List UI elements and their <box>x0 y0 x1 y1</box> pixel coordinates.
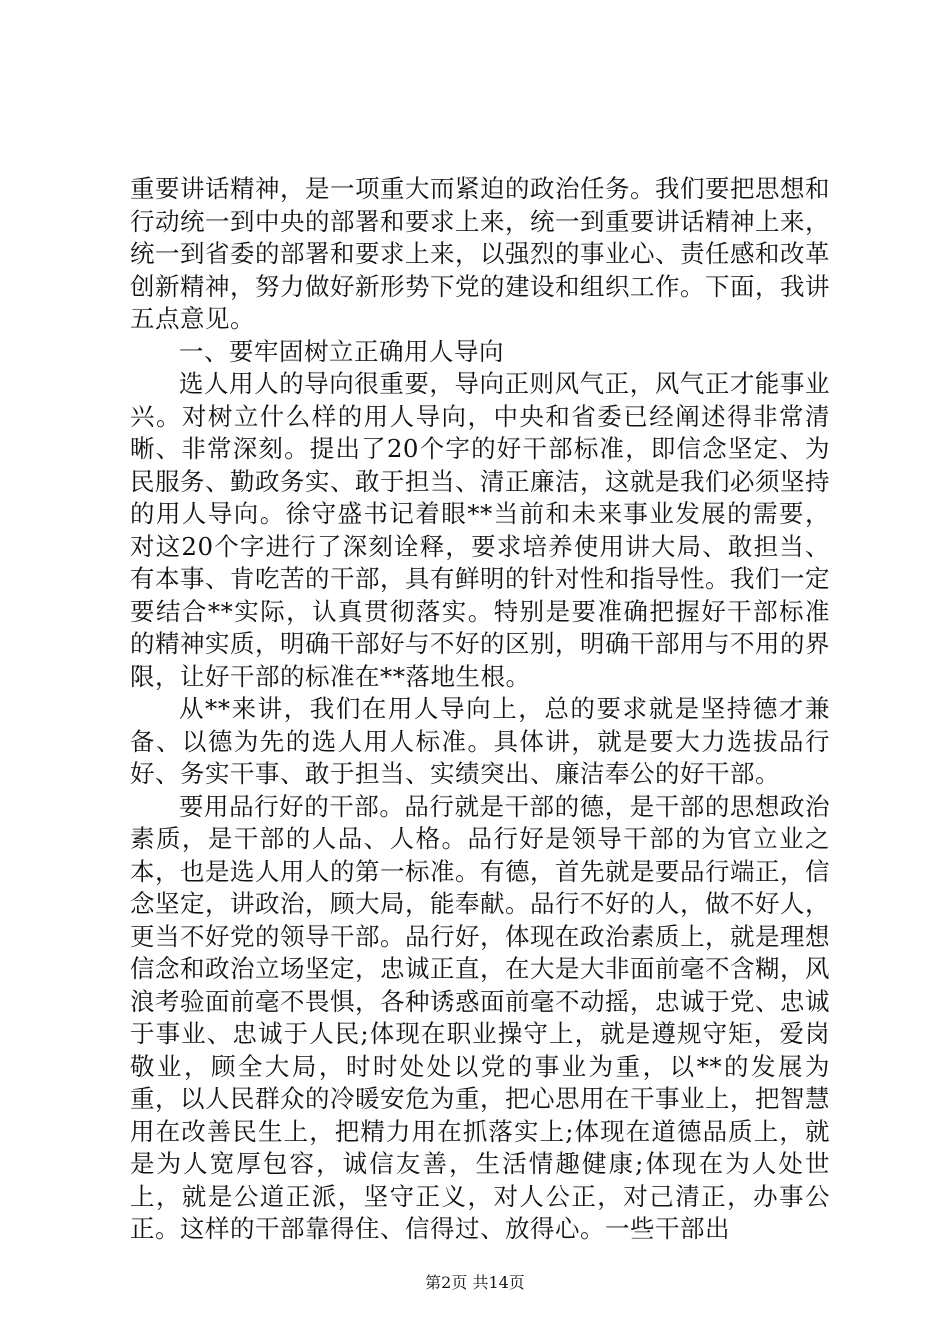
page-footer <box>0 1272 950 1294</box>
paragraph-requirement: 从**来讲，我们在用人导向上，总的要求就是坚持德才兼备、以德为先的选人用人标准。具体讲，就是要大力选拔品行好、务实干事、敢于担当、实绩突出、廉洁奉公的好干部。 <box>130 694 830 788</box>
page-number-label: 第2页 共14页 <box>425 1273 525 1292</box>
paragraph-guidance: 选人用人的导向很重要，导向正则风气正，风气正才能事业兴。对树立什么样的用人导向，中央和省委已经阐述得非常清晰、非常深刻。提出了20个字的好干部标准，即信念坚定、为民服务、勤政务实、敢于担当、清正廉洁，这就是我们必须坚持的用人导向。徐守盛书记着眼**当前和未来事业发展的需要，对这20个字进行了深刻诠释，要求培养使用讲大局、敢担当、有本事、肯吃苦的干部，具有鲜明的针对性和指导性。我们一定要结合**实际，认真贯彻落实。特别是要准确把握好干部标准的精神实质，明确干部好与不好的区别，明确干部用与不用的界限，让好干部的标准在**落地生根。 <box>130 369 830 691</box>
section-heading: 一、要牢固树立正确用人导向 <box>179 336 504 366</box>
paragraph-character: 要用品行好的干部。品行就是干部的德，是干部的思想政治素质，是干部的人品、人格。品行好是领导干部的为官立业之本，也是选人用人的第一标准。有德，首先就是要品行端正，信念坚定，讲政治，顾大局，能奉献。品行不好的人，做不好人，更当不好党的领导干部。品行好，体现在政治素质上，就是理想信念和政治立场坚定，忠诚正直，在大是大非面前毫不含糊，风浪考验面前毫不畏惧，各种诱惑面前毫不动摇，忠诚于党、忠诚于事业、忠诚于人民;体现在职业操守上，就是遵规守矩，爱岗敬业，顾全大局，时时处处以党的事业为重，以**的发展为重，以人民群众的冷暖安危为重，把心思用在干事业上，把智慧用在改善民生上，把精力用在抓落实上;体现在道德品质上，就是为人宽厚包容，诚信友善，生活情趣健康;体现在为人处世上，就是公道正派，坚守正义，对人公正，对己清正，办事公正。这样的干部靠得住、信得过、放得心。一些干部出 <box>130 791 830 1243</box>
document-body <box>130 173 830 1246</box>
paragraph-intro: 重要讲话精神，是一项重大而紧迫的政治任务。我们要把思想和行动统一到中央的部署和要求上来，统一到重要讲话精神上来，统一到省委的部署和要求上来，以强烈的事业心、责任感和改革创新精神，努力做好新形势下党的建设和组织工作。下面，我讲五点意见。 <box>130 174 830 333</box>
